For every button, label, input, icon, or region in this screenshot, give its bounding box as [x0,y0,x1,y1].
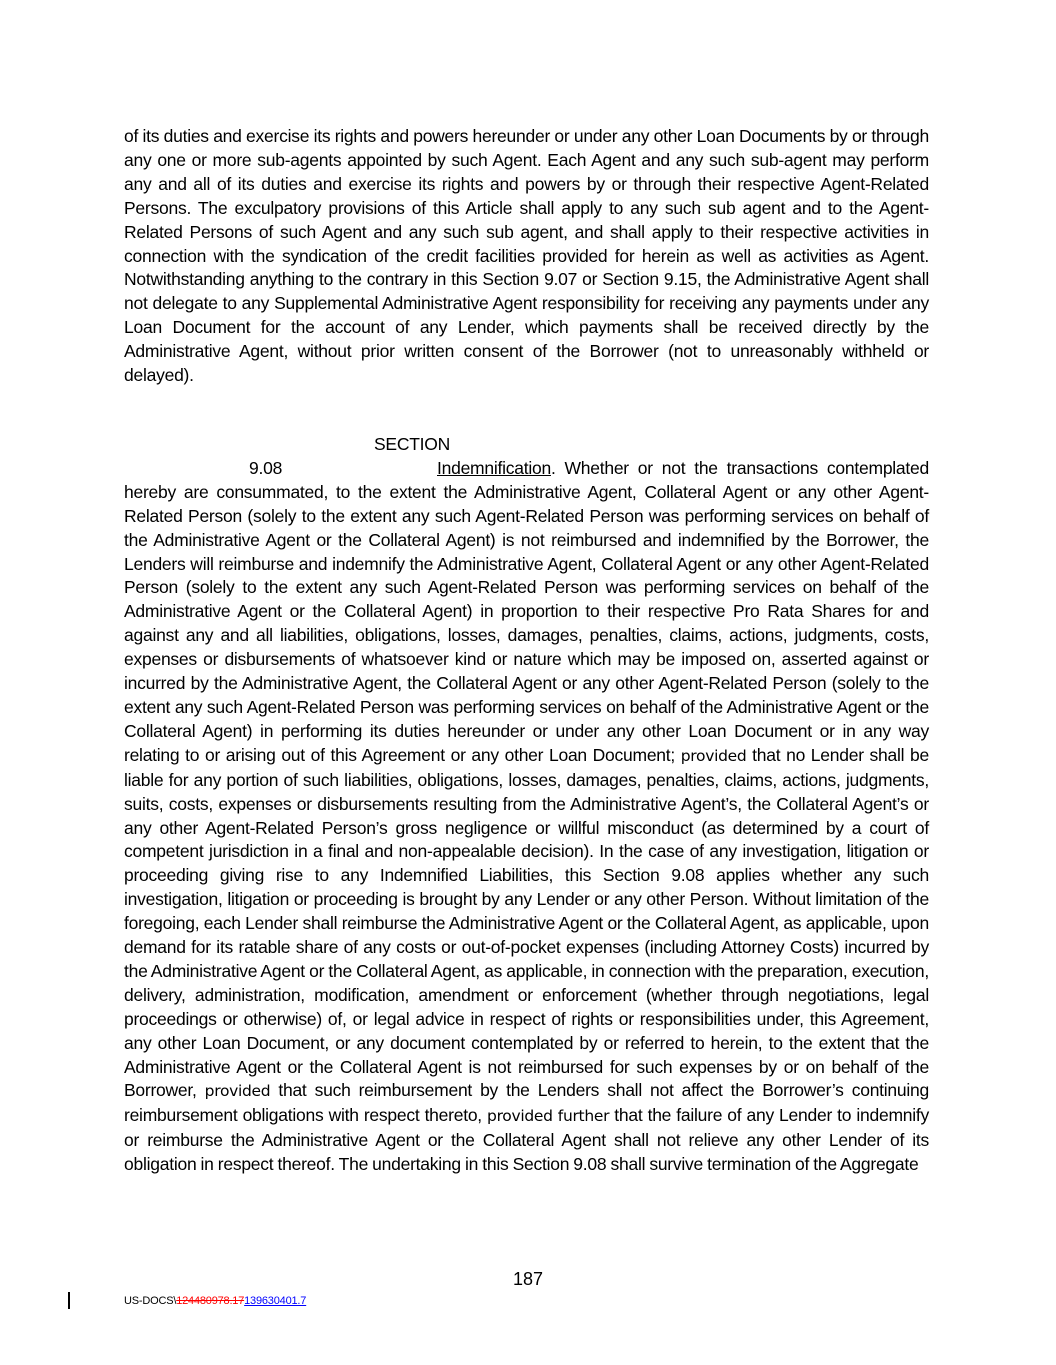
document-id-footer [124,1295,306,1307]
section-text-part-3: that such reimbursement by the Lenders shall not affect the Borrower’s continuing reimbursement obligations with respect thereto, [124,1080,929,1126]
section-9-08-paragraph [124,433,929,1177]
proviso-provided-2: provided [204,1082,271,1101]
section-text-part-4: that the failure of any Lender to indemnify or reimburse the Administrative Agent or the Collateral Agent shall not relieve any other Lender of its obligation in respect thereof. The undertaking in this Section 9.08 shall survive termination of the Aggregate [124,1105,930,1175]
doc-id-deleted: 124480978.17 [176,1295,245,1307]
revision-change-bar [68,1292,70,1309]
paragraph-continuation: of its duties and exercise its rights and powers hereunder or under any other Loan Documents by or through any one or more sub-agents appointed by such Agent. Each Agent and any such sub-agent may perform any and all of its duties and exercise its rights and powers by or through their respective Agent-Related Persons. The exculpatory provisions of this Article shall apply to any such sub agent and to the Agent-Related Persons of such Agent and any such sub agent, and shall apply to their respective activities in connection with the syndication of the credit facilities provided for herein as well as activities as Agent. Notwithstanding anything to the contrary in this Section 9.07 or Section 9.15, the Administrative Agent shall not delegate to any Supplemental Administrative Agent responsibility for receiving any payments under any Loan Document for the account of any Lender, which payments shall be received directly by the Administrative Agent, without prior written consent of the Borrower (not to unreasonably withheld or delayed). [124,126,929,386]
section-text-part-1: Whether or not the transactions contemplated hereby are consummated, to the extent the Administrative Agent, Collateral Agent or any other Agent-Related Person (solely to the extent any such Agent-Related Person was performing services on behalf of the Administrative Agent or the Collateral Agent) is not reimbursed and indemnified by the Borrower, the Lenders will reimburse and indemnify the Administrative Agent, Collateral Agent or any other Agent-Related Person (solely to the extent any such Agent-Related Person was performing services on behalf of the Administrative Agent or the Collateral Agent) in proportion to their respective Pro Rata Shares for and against any and all liabilities, obligations, losses, damages, penalties, claims, actions, judgments, costs, expenses or disbursements of whatsoever kind or nature which may be imposed on, asserted against or incurred by the Administrative Agent, the Collateral Agent or any other Agent-Related Person (solely to the extent any such Agent-Related Person was performing services on behalf of the Administrative Agent or the Collateral Agent) in performing its duties hereunder or under any other Loan Document or in any way relating to or arising out of this Agreement or any other Loan Document; [124,457,929,765]
proviso-provided-1: provided [680,746,747,765]
doc-id-inserted: 139630401.7 [244,1295,307,1307]
section-number: SECTION 9.08 [249,434,451,478]
section-title-period: . [550,457,556,478]
section-text-part-2: that no Lender shall be liable for any portion of such liabilities, obligations, losses, damages, penalties, claims, actions, judgments, suits, costs, expenses or disbursements resulting from the Administrative Agent’s, the Collateral Agent’s or any other Agent-Related Person’s gross negligence or willful misconduct (as determined by a court of competent jurisdiction in a final and non-appealable decision). In the case of any investigation, litigation or proceeding giving rise to any Indemnified Liabilities, this Section 9.08 applies whether any such investigation, litigation or proceeding is brought by any Lender or any other Person. Without limitation of the foregoing, each Lender shall reimburse the Administrative Agent or the Collateral Agent, as applicable, upon demand for its ratable share of any costs or out-of-pocket expenses (including Attorney Costs) incurred by the Administrative Agent or the Collateral Agent, as applicable, in connection with the preparation, execution, delivery, administration, modification, amendment or enforcement (whether through negotiations, legal proceedings or otherwise) of, or legal advice in respect of rights or responsibilities under, this Agreement, any other Loan Document, or any document contemplated by or referred to herein, to the extent that the Administrative Agent or the Collateral Agent is not reimbursed for such expenses by or on behalf of the Borrower, [124,744,929,1101]
page-number: 187 [512,1269,544,1289]
section-title: Indemnification [437,457,551,478]
doc-id-prefix: US-DOCS\ [124,1295,177,1307]
proviso-provided-further: provided further [487,1107,610,1126]
